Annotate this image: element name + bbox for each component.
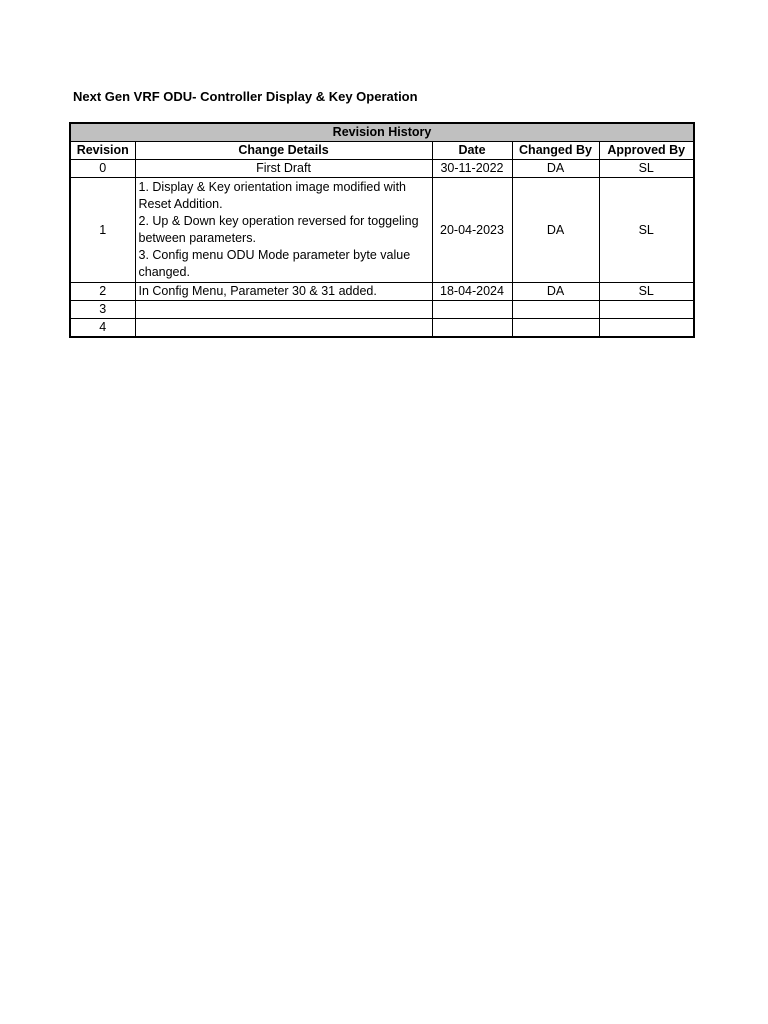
revision-history-table — [69, 122, 695, 338]
column-header-change-details: Change Details — [135, 142, 432, 160]
column-header-approved-by: Approved By — [599, 142, 694, 160]
revision-cell: 2 — [70, 283, 135, 301]
date-cell — [432, 319, 512, 338]
change-details-cell — [135, 301, 432, 319]
column-header-revision: Revision — [70, 142, 135, 160]
approved-by-cell: SL — [599, 160, 694, 178]
revision-cell: 1 — [70, 178, 135, 283]
approved-by-cell: SL — [599, 283, 694, 301]
revision-cell: 0 — [70, 160, 135, 178]
approved-by-cell — [599, 319, 694, 338]
column-header-date: Date — [432, 142, 512, 160]
approved-by-cell: SL — [599, 178, 694, 283]
change-detail-line: 2. Up & Down key operation reversed for toggeling between parameters. — [138, 214, 419, 245]
changed-by-cell: DA — [512, 160, 599, 178]
date-cell: 30-11-2022 — [432, 160, 512, 178]
change-details-cell: In Config Menu, Parameter 30 & 31 added. — [135, 283, 432, 301]
table-row — [70, 283, 694, 301]
changed-by-cell: DA — [512, 178, 599, 283]
date-cell: 18-04-2024 — [432, 283, 512, 301]
date-cell — [432, 301, 512, 319]
change-details-cell: First Draft — [135, 160, 432, 178]
date-cell: 20-04-2023 — [432, 178, 512, 283]
revision-cell: 3 — [70, 301, 135, 319]
change-details-cell — [135, 319, 432, 338]
document-title: Next Gen VRF ODU- Controller Display & Key Operation — [73, 89, 418, 104]
approved-by-cell — [599, 301, 694, 319]
column-header-changed-by: Changed By — [512, 142, 599, 160]
changed-by-cell: DA — [512, 283, 599, 301]
change-detail-line: 1. Display & Key orientation image modified with Reset Addition. — [138, 180, 406, 211]
table-row — [70, 160, 694, 178]
revision-cell: 4 — [70, 319, 135, 338]
changed-by-cell — [512, 319, 599, 338]
revision-history-heading: Revision History — [70, 123, 694, 142]
table-row — [70, 178, 694, 283]
change-details-cell — [135, 178, 432, 283]
change-detail-line: 3. Config menu ODU Mode parameter byte value changed. — [138, 248, 411, 279]
changed-by-cell — [512, 301, 599, 319]
table-row — [70, 301, 694, 319]
table-row — [70, 319, 694, 338]
